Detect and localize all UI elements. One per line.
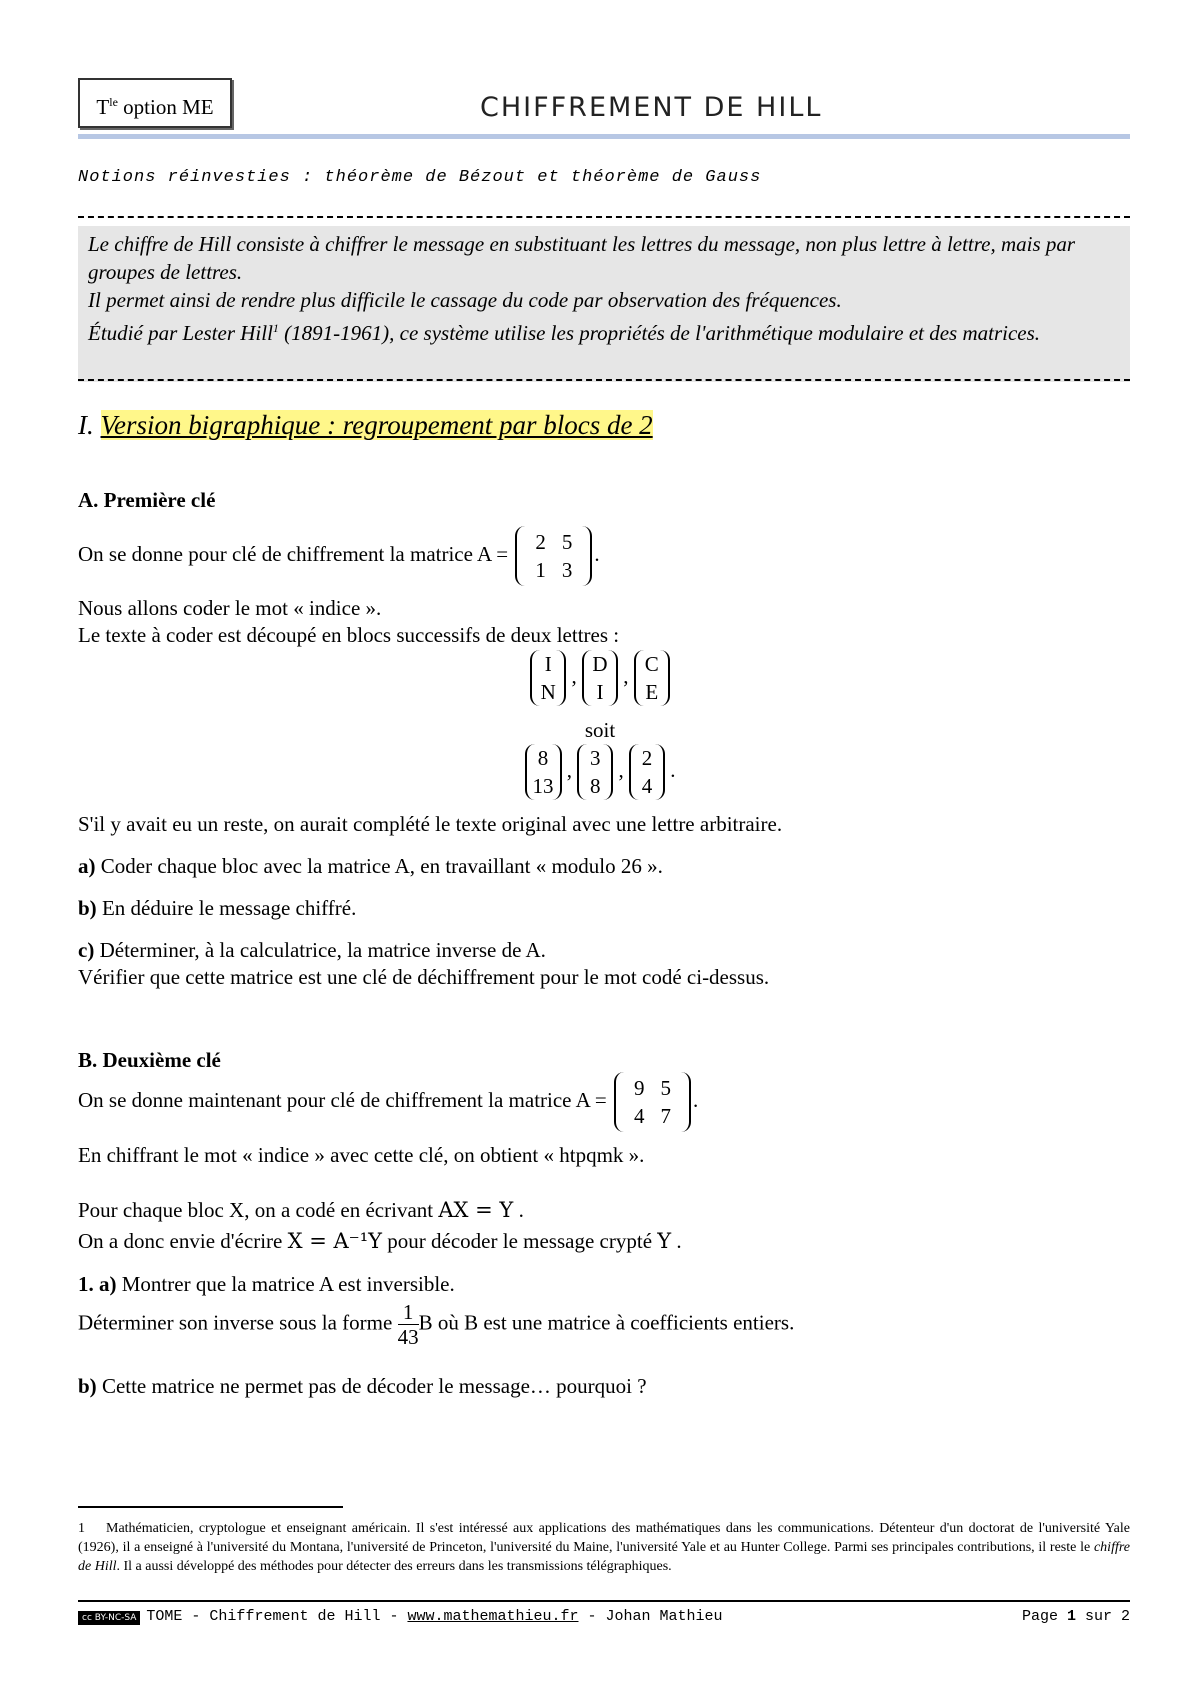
part-b-heading: B. Deuxième clé — [78, 1048, 221, 1072]
page-title: CHIFFREMENT DE HILL — [480, 92, 823, 123]
question-c: c) Déterminer, à la calculatrice, la matrice inverse de A. — [78, 938, 546, 962]
part-a-intro: On se donne pour clé de chiffrement la matrice A = 2 5 1 3 . — [78, 526, 600, 586]
letter-block: D I — [582, 650, 618, 706]
number-block: 3 8 — [577, 744, 613, 800]
letter-block: I N — [530, 650, 566, 706]
part-b-ax: Pour chaque bloc X, on a codé en écrivant AX = Y . — [78, 1198, 524, 1222]
section-heading: I. Version bigraphique : regroupement par blocs de 2 — [78, 410, 653, 440]
fraction: $\frac{1}{43}$ — [397, 1300, 419, 1349]
question-b: b) En déduire le message chiffré. — [78, 896, 357, 920]
page-number: Page 1 sur 2 — [1021, 1608, 1130, 1625]
intro-line-3: Étudié par Lester Hill$^1$ (1891-1961), ce système utilise les propriétés de l'arithmétique modulaire et des matrices. — [88, 321, 1041, 345]
question-1a-inverse: Déterminer son inverse sous la forme $\frac{1}{43}$ B où B est une matrice à coefficients entiers. — [78, 1300, 795, 1349]
part-a-word: Nous allons coder le mot « indice ». — [78, 596, 382, 620]
number-blocks: 8 13 , 3 8 , 2 4 . — [0, 744, 1200, 800]
notions-line: Notions réinvesties : théorème de Bézout et théorème de Gauss — [78, 168, 762, 187]
part-b-inverse: On a donc envie d'écrire X = A⁻¹Y pour décoder le message crypté Y . — [78, 1229, 682, 1253]
soit-label: soit — [584, 718, 616, 742]
letter-blocks: I N , D I , C E — [0, 650, 1200, 706]
question-c-verify: Vérifier que cette matrice est une clé de déchiffrement pour le mot codé ci-dessus. — [78, 965, 770, 989]
footer-rule — [78, 1600, 1130, 1602]
dashed-rule-bottom — [78, 379, 1130, 381]
number-block: 8 13 — [525, 744, 562, 800]
key-matrix-a: 2 5 1 3 — [515, 526, 592, 586]
footnote-rule — [78, 1506, 343, 1508]
intro-box — [78, 226, 1130, 382]
part-a-heading: A. Première clé — [78, 488, 216, 512]
class-badge: $T^{le}$ option ME — [78, 78, 232, 128]
part-b-cipher: En chiffrant le mot « indice » avec cette clé, on obtient « htpqmk ». — [78, 1143, 645, 1167]
reste-line: S'il y avait eu un reste, on aurait complété le texte original avec une lettre arbitraire. — [78, 812, 783, 836]
dashed-rule-top — [78, 216, 1130, 218]
footer: cc BY-NC-SA TOME - Chiffrement de Hill - www.mathemathieu.fr - Johan Mathieu Page 1 sur 2 — [78, 1608, 1130, 1625]
footnote: 1 Mathématicien, cryptologue et enseignant américain. Il s'est intéressé aux applications des mathématiques dans les communications. Détenteur d'un doctorat de l'université Yale (1926), il a enseigné à l'université du Montana, l'université de Princeton, l'université du Maine, l'université Yale et au Hunter College. Parmi ses principales contributions, il reste le chiffre de Hill. Il a aussi développé des méthodes pour détecter des erreurs dans les transmissions télégraphiques. — [78, 1521, 1130, 1574]
intro-line-1: Le chiffre de Hill consiste à chiffrer le message en substituant les lettres du message, non plus lettre à lettre, mais par groupes de lettres. — [88, 232, 1076, 284]
part-a-blocks-intro: Le texte à coder est découpé en blocs successifs de deux lettres : — [78, 623, 620, 647]
question-1b: b) Cette matrice ne permet pas de décoder le message… pourquoi ? — [78, 1374, 647, 1398]
letter-block: C E — [634, 650, 670, 706]
site-link[interactable]: www.mathemathieu.fr — [407, 1608, 579, 1625]
license-badge: cc BY-NC-SA — [78, 1611, 140, 1625]
question-1a: 1. a) Montrer que la matrice A est inversible. — [78, 1272, 455, 1296]
question-a: a) Coder chaque bloc avec la matrice A, en travaillant « modulo 26 ». — [78, 854, 663, 878]
part-b-intro: On se donne maintenant pour clé de chiffrement la matrice A = 9 5 4 7 . — [78, 1072, 698, 1132]
number-block: 2 4 — [629, 744, 665, 800]
key-matrix-b: 9 5 4 7 — [614, 1072, 691, 1132]
header-rule — [78, 134, 1130, 139]
intro-line-2: Il permet ainsi de rendre plus difficile le cassage du code par observation des fréquences. — [88, 288, 842, 312]
